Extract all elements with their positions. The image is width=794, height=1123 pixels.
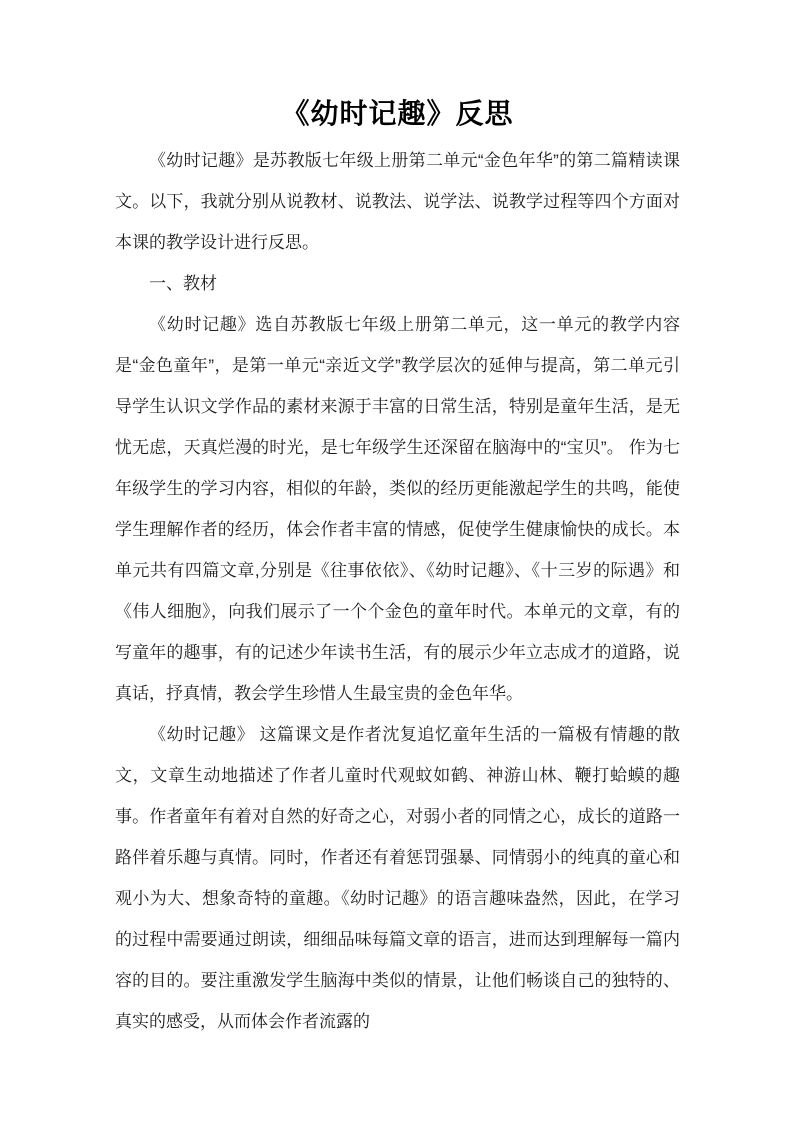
document-title: 《幼时记趣》反思 bbox=[281, 98, 514, 129]
paragraph-unit-overview: 《幼时记趣》选自苏教版七年级上册第二单元，这一单元的教学内容是“金色童年”，是第一单元“亲近文学”教学层次的延伸与提高，第二单元引导学生认识文学作品的素材来源于丰富的日常生活，特别是童年生活，是无忧无虑，天真烂漫的时光，是七年级学生还深留在脑海中的“宝贝”。 作为七年级学生的学习内容，相似的年龄，类似的经历更能激起学生的共鸣，能使学生理解作者的经历，体会作者丰富的情感，促使学生健康愉快的成长。本单元共有四篇文章,分别是《往事依依》、《幼时记趣》、《十三岁的际遇》和《伟人细胞》，向我们展示了一个个金色的童年时代。本单元的文章，有的写童年的趣事，有的记述少年读书生活，有的展示少年立志成才的道路，说真话，抒真情，教会学生珍惜人生最宝贵的金色年华。 bbox=[115, 315, 680, 703]
section-heading-materials: 一、教材 bbox=[149, 274, 217, 293]
paragraph-text-analysis: 《幼时记趣》 这篇课文是作者沈复追忆童年生活的一篇极有情趣的散文，文章生动地描述了作者儿童时代观蚊如鹤、神游山林、鞭打蛤蟆的趣事。作者童年有着对自然的好奇之心，对弱小者的同情之心，成长的道路一路伴着乐趣与真情。同时，作者还有着惩罚强暴、同情弱小的纯真的童心和观小为大、想象奇特的童趣。《幼时记趣》的语言趣味盎然，因此，在学习的过程中需要通过朗读，细细品味每篇文章的语言，进而达到理解每一篇内容的目的。要注重激发学生脑海中类似的情景，让他们畅谈自己的独特的、真实的感受，从而体会作者流露的 bbox=[115, 725, 680, 1031]
paragraph-intro: 《幼时记趣》是苏教版七年级上册第二单元“金色年华”的第二篇精读课文。以下，我就分别从说教材、说教法、说学法、说教学过程等四个方面对本课的教学设计进行反思。 bbox=[115, 151, 680, 252]
